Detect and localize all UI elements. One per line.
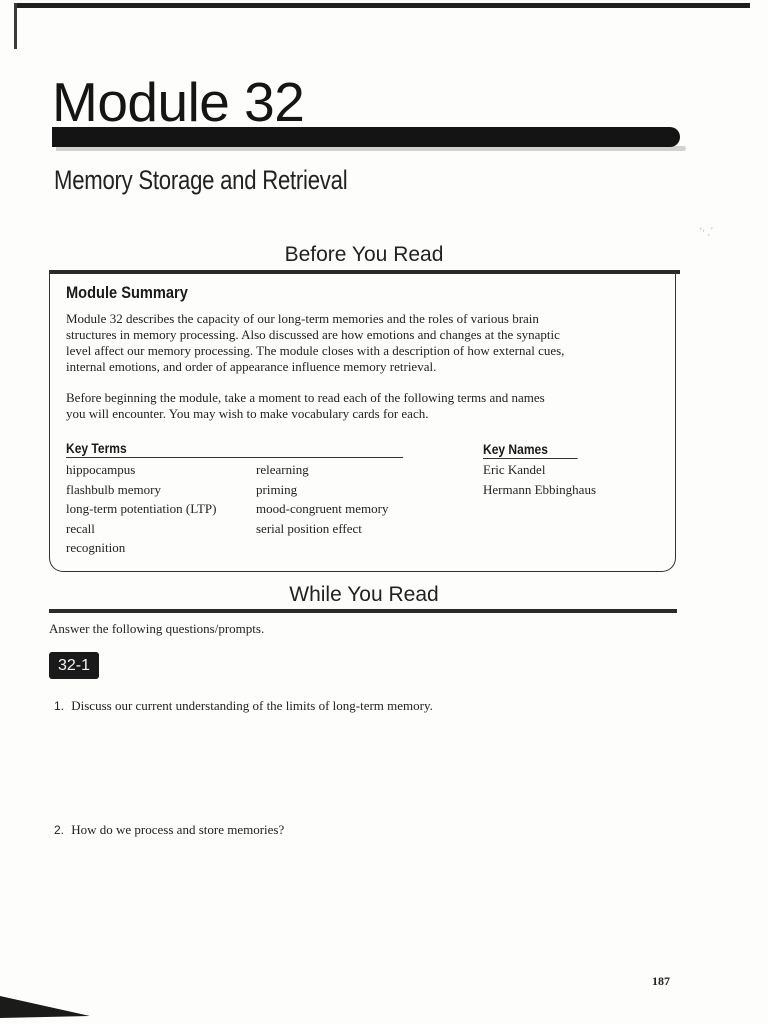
question-2 <box>54 822 284 838</box>
module-summary-heading: Module Summary <box>66 283 188 302</box>
key-terms-column-1 <box>66 460 216 558</box>
key-term: priming <box>256 481 298 497</box>
key-terms-column-2 <box>256 460 389 538</box>
before-you-read-heading: Before You Read <box>284 243 444 266</box>
key-term: recognition <box>66 540 126 555</box>
key-names-heading: Key Names <box>483 441 578 459</box>
answer-instructions: Answer the following questions/prompts. <box>49 621 265 636</box>
top-corner-mark <box>14 3 17 49</box>
key-term: flashbulb memory <box>66 481 161 497</box>
key-terms-heading: Key Terms <box>66 440 403 458</box>
key-names-list <box>483 460 596 499</box>
key-term: long-term potentiation (LTP) <box>66 501 217 516</box>
section-label-badge: 32-1 <box>49 652 99 679</box>
question-1 <box>54 698 433 714</box>
scan-speck: ʹ⋅ ˏ´ <box>700 226 714 236</box>
module-title: Module 32 <box>52 71 305 133</box>
module-summary-text: Module 32 describes the capacity of our long-term memories and the roles of various brain structures in memory processing. Also discussed are how emotions and changes at the synaptic level affect our memory processing. The module closes with a description of how external cues, internal emotions, and order of appearance influence memory retrieval. <box>66 311 565 374</box>
question-text: How do we process and store memories? <box>71 822 285 837</box>
question-number: 1. <box>54 699 65 713</box>
corner-page-wedge <box>0 996 90 1020</box>
vocabulary-instructions: Before beginning the module, take a moment to read each of the following terms and names you will encounter. You may wish to make vocabulary cards for each. <box>66 390 545 421</box>
key-term: serial position effect <box>256 520 362 536</box>
key-name: Hermann Ebbinghaus <box>483 481 597 497</box>
module-subtitle: Memory Storage and Retrieval <box>54 165 348 195</box>
key-term: mood-congruent memory <box>256 501 389 516</box>
while-you-read-rule <box>49 609 677 613</box>
key-term: relearning <box>256 462 309 477</box>
while-you-read-heading: While You Read <box>289 583 439 606</box>
key-term: recall <box>66 520 95 536</box>
question-number: 2. <box>54 823 65 837</box>
question-text: Discuss our current understanding of the limits of long-term memory. <box>71 698 433 713</box>
key-term: hippocampus <box>66 462 136 477</box>
page-number: 187 <box>652 974 670 988</box>
key-name: Eric Kandel <box>483 462 546 477</box>
top-border-rule <box>14 3 750 8</box>
